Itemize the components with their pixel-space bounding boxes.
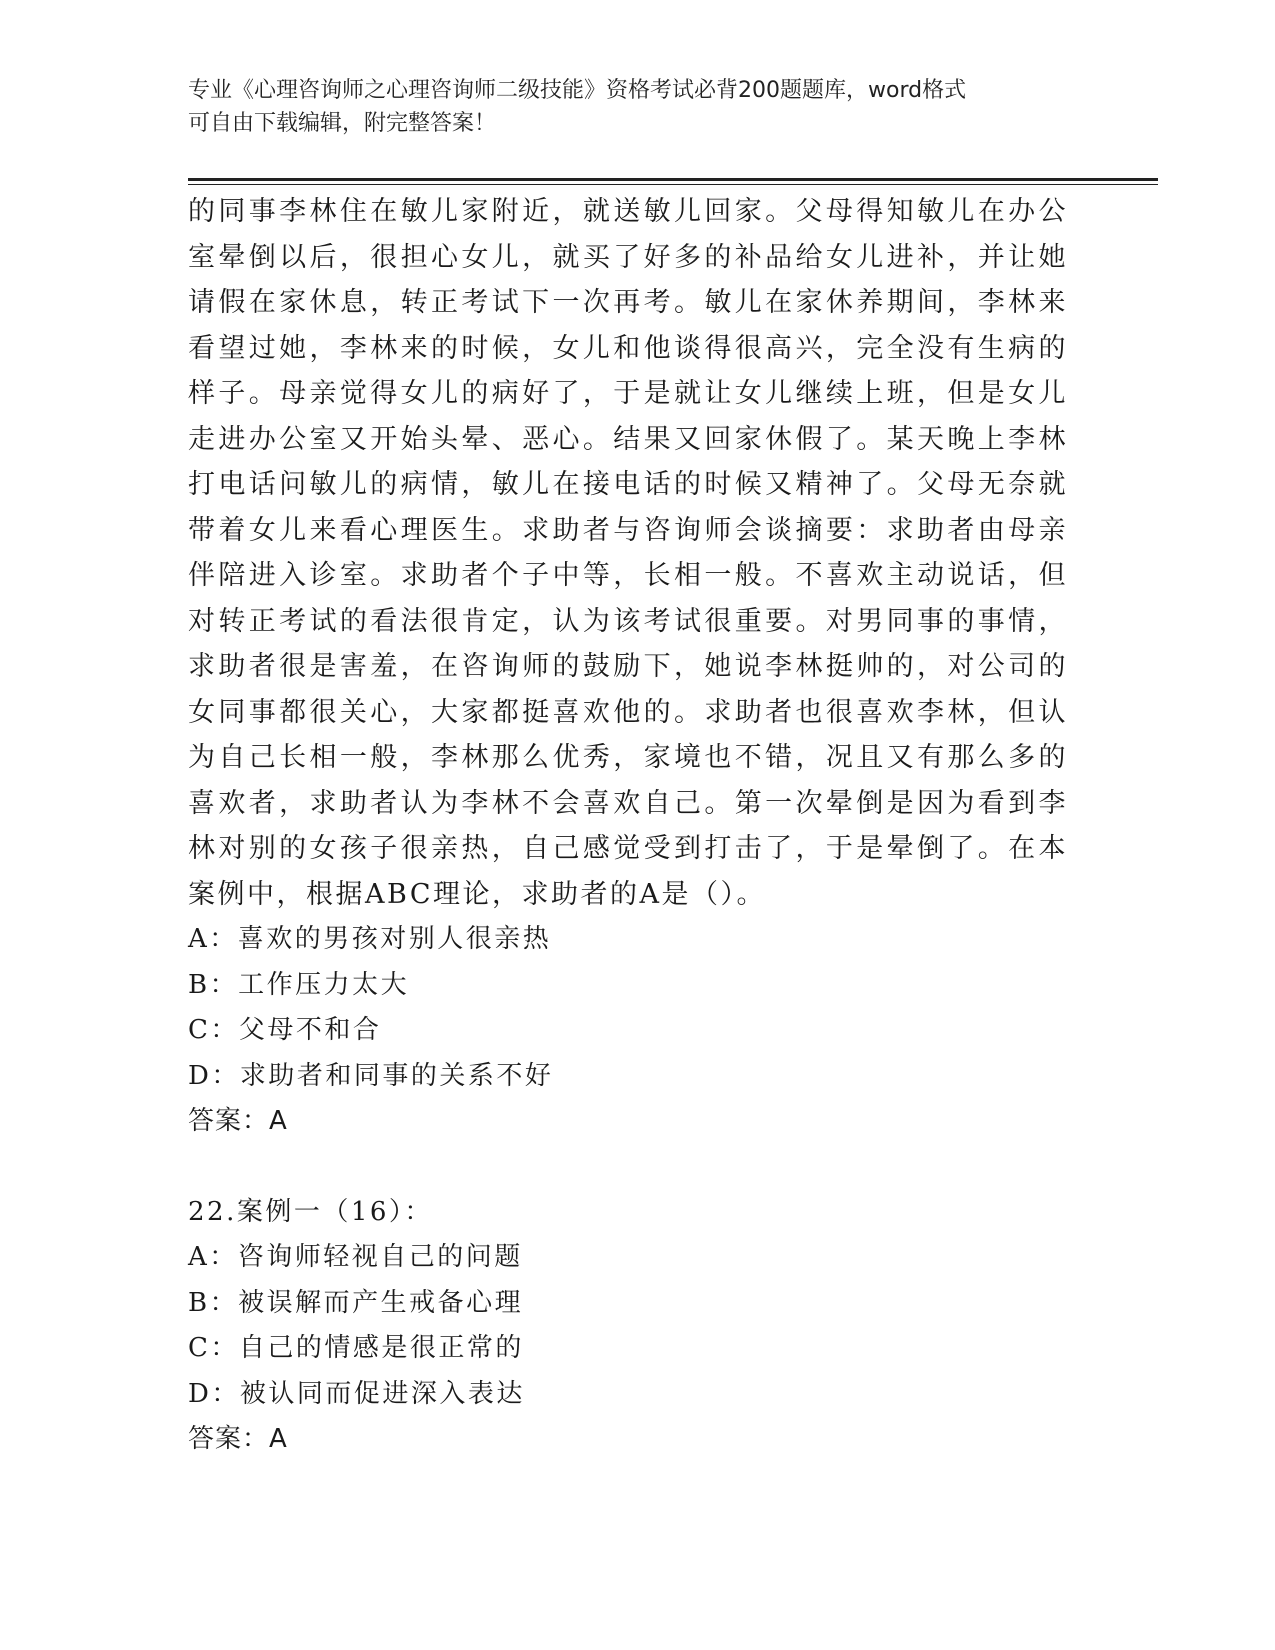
question-21-option-a: A：喜欢的男孩对别人很亲热 (188, 924, 552, 954)
header-rule-thick (188, 178, 1158, 181)
question-21-answer: 答案：A (188, 1106, 288, 1136)
question-22-option-c: C：自己的情感是很正常的 (188, 1333, 524, 1363)
question-22-option-a: A：咨询师轻视自己的问题 (188, 1242, 523, 1272)
question-22-stem: 22.案例一（16）： (188, 1196, 433, 1227)
question-22-answer: 答案：A (188, 1424, 288, 1454)
question-21-option-b: B：工作压力太大 (188, 969, 410, 1000)
header-line-1: 专业《心理咨询师之心理咨询师二级技能》资格考试必背200题题库，word格式 (188, 78, 967, 103)
question-21-option-c: C：父母不和合 (188, 1015, 382, 1045)
document-body (188, 189, 1068, 1463)
header-line-2: 可自由下载编辑，附完整答案！ (188, 111, 497, 136)
document-header (188, 74, 1068, 140)
header-rule-thin (188, 184, 1158, 185)
question-spacer (188, 1145, 1068, 1190)
question-22-option-d: D：被认同而促进深入表达 (188, 1378, 525, 1409)
question-21-option-d: D：求助者和同事的关系不好 (188, 1060, 554, 1091)
question-21-stem: 的同事李林住在敏儿家附近，就送敏儿回家。父母得知敏儿在办公室晕倒以后，很担心女儿，就买了好多的补品给女儿进补，并让她请假在家休息，转正考试下一次再考。敏儿在家休养期间，李林来看望过她，李林来的时候，女儿和他谈得很高兴，完全没有生病的样子。母亲觉得女儿的病好了，于是就让女儿继续上班，但是女儿走进办公室又开始头晕、恶心。结果又回家休假了。某天晚上李林打电话问敏儿的病情，敏儿在接电话的时候又精神了。父母无奈就带着女儿来看心理医生。求助者与咨询师会谈摘要：求助者由母亲伴陪进入诊室。求助者个子中等，长相一般。不喜欢主动说话，但对转正考试的看法很肯定，认为该考试很重要。对男同事的事情，求助者很是害羞，在咨询师的鼓励下，她说李林挺帅的，对公司的女同事都很关心，大家都挺喜欢他的。求助者也很喜欢李林，但认为自己长相一般，李林那么优秀，家境也不错，况且又有那么多的喜欢者，求助者认为李林不会喜欢自己。第一次晕倒是因为看到李林对别的女孩子很亲热，自己感觉受到打击了，于是晕倒了。在本案例中，根据ABC理论，求助者的A是（）。 (188, 196, 1068, 910)
question-22-option-b: B：被误解而产生戒备心理 (188, 1287, 524, 1318)
